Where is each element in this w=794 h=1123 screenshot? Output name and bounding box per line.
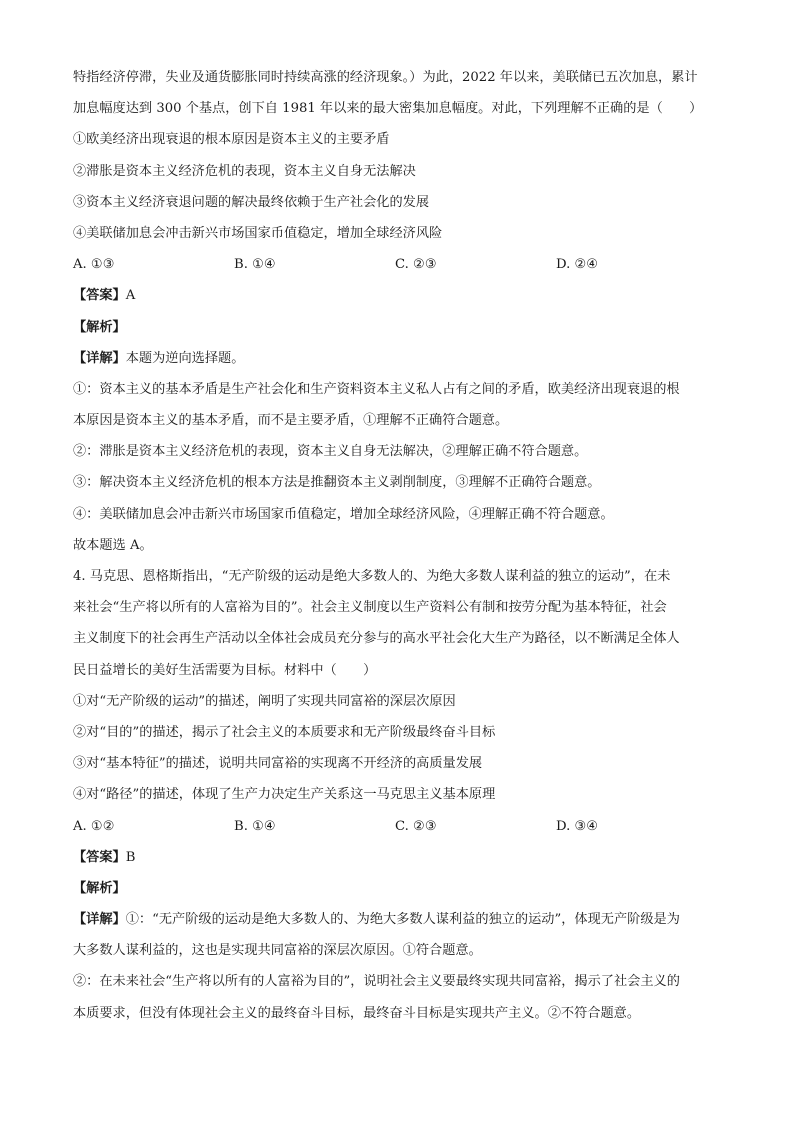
q4-analysis-line: 本质要求，但没有体现社会主义的最终奋斗目标，最终奋斗目标是实现共产主义。②不符合题意。 [73, 1005, 641, 1021]
detail-text: 本题为逆向选择题。 [125, 350, 245, 366]
q3-stem-line: 加息幅度达到 300 个基点，创下自 1981 年以来的最大密集加息幅度。对此，下列理解不正确的是（ ） [73, 101, 703, 117]
q3-option: ④美联储加息会冲击新兴市场国家币值稳定，增加全球经济风险 [73, 225, 443, 241]
q3-analysis-heading [73, 312, 725, 343]
q3-analysis-line: ④：美联储加息会冲击新兴市场国家币值稳定，增加全球经济风险，④理解正确不符合题意。 [73, 506, 614, 522]
q3-conclusion: 故本题选 A。 [73, 537, 153, 553]
q3-choice-c: C. ②③ [395, 257, 437, 273]
q3-analysis-line: ②：滞胀是资本主义经济危机的表现，资本主义自身无法解决，②理解正确不符合题意。 [73, 444, 588, 460]
q3-analysis-line: ①：资本主义的基本矛盾是生产社会化和生产资料资本主义私人占有之间的矛盾，欧美经济出现衰退的根 [73, 381, 680, 397]
analysis-tag: 【解析】 [73, 880, 126, 896]
q3-choices [73, 249, 725, 280]
analysis-tag: 【解析】 [73, 319, 126, 335]
q4-stem-line: 主义制度下的社会再生产活动以全体社会成员充分参与的高水平社会化大生产为路径，以不断满足全体人 [73, 631, 680, 647]
q4-stem-line: 4. 马克思、恩格斯指出，“无产阶级的运动是绝大多数人的、为绝大多数人谋利益的独立的运动”，在未 [73, 569, 671, 584]
q4-option: ①对“无产阶级的运动”的描述，阐明了实现共同富裕的深层次原因 [73, 693, 456, 709]
q3-choice-a: A. ①③ [73, 257, 115, 273]
detail-text: ①：“无产阶级的运动是绝大多数人的、为绝大多数人谋利益的独立的运动”，体现无产阶级是为 [125, 912, 680, 928]
q4-choice-a: A. ①② [73, 818, 115, 834]
q4-detail [73, 904, 725, 935]
q4-option: ③对“基本特征”的描述，说明共同富裕的实现离不开经济的高质量发展 [73, 756, 483, 772]
q4-stem-line: 民日益增长的美好生活需要为目标。材料中（ ） [73, 662, 377, 678]
detail-tag: 【详解】 [73, 350, 126, 366]
q4-answer [73, 842, 725, 873]
q4-option: ④对“路径”的描述，体现了生产力决定生产关系这一马克思主义基本原理 [73, 787, 496, 803]
detail-tag: 【详解】 [73, 912, 126, 928]
q3-option: ②滞胀是资本主义经济危机的表现，资本主义自身无法解决 [73, 163, 416, 179]
answer-tag: 【答案】 [73, 288, 126, 304]
q4-choices [73, 811, 725, 842]
answer-value: A [125, 288, 136, 304]
q3-option: ③资本主义经济衰退问题的解决最终依赖于生产社会化的发展 [73, 194, 430, 210]
q4-choice-b: B. ①④ [234, 818, 276, 834]
q4-stem-line: 来社会“生产将以所有的人富裕为目的”。社会主义制度以生产资料公有制和按劳分配为基本特征，社会 [73, 600, 667, 616]
q4-choice-c: C. ②③ [395, 818, 437, 834]
answer-value: B [125, 849, 136, 865]
q3-answer [73, 280, 725, 311]
answer-tag: 【答案】 [73, 849, 126, 865]
q3-detail [73, 343, 725, 374]
q4-choice-d: D. ③④ [556, 818, 599, 834]
q4-analysis-line: ②：在未来社会“生产将以所有的人富裕为目的”，说明社会主义要最终实现共同富裕，揭示了社会主义的 [73, 974, 680, 990]
q4-analysis-heading [73, 873, 725, 904]
q3-analysis-line: ③：解决资本主义经济危机的根本方法是推翻资本主义剥削制度，③理解不正确符合题意。 [73, 475, 601, 491]
q3-option: ①欧美经济出现衰退的根本原因是资本主义的主要矛盾 [73, 132, 390, 148]
q3-choice-b: B. ①④ [234, 257, 276, 273]
q4-analysis-line: 大多数人谋利益的，这也是实现共同富裕的深层次原因。①符合题意。 [73, 943, 482, 959]
q3-stem-line: 特指经济停滞，失业及通货膨胀同时持续高涨的经济现象。）为此，2022 年以来，美联储已五次加息，累计 [73, 70, 698, 85]
q3-analysis-line: 本原因是资本主义的基本矛盾，而不是主要矛盾，①理解不正确符合题意。 [73, 413, 509, 429]
q4-option: ②对“目的”的描述，揭示了社会主义的本质要求和无产阶级最终奋斗目标 [73, 724, 496, 740]
q3-choice-d: D. ②④ [556, 257, 599, 273]
document-page [73, 62, 725, 1029]
